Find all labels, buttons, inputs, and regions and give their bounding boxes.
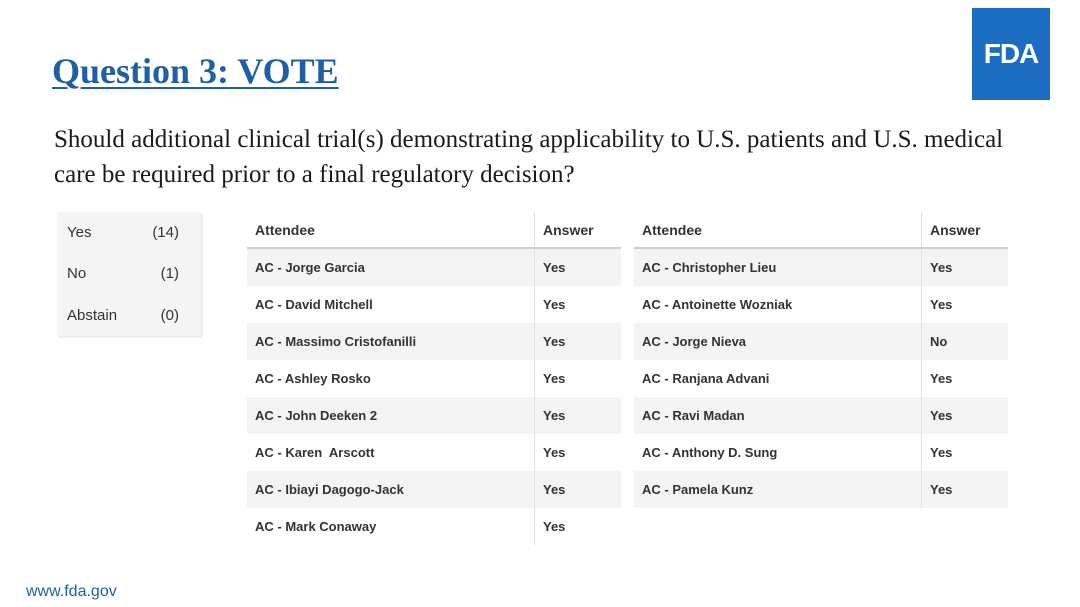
attendee-cell: AC - Massimo Cristofanilli bbox=[247, 323, 535, 360]
table-row bbox=[247, 323, 621, 360]
table-row bbox=[634, 286, 1008, 323]
answer-cell: Yes bbox=[922, 434, 1009, 471]
attendee-cell: AC - Anthony D. Sung bbox=[642, 445, 778, 460]
vote-table-right bbox=[634, 212, 1008, 508]
table-row bbox=[634, 434, 1008, 471]
summary-label: Abstain bbox=[67, 307, 118, 324]
summary-row-yes bbox=[67, 224, 179, 244]
vote-summary-panel bbox=[57, 212, 201, 336]
vote-table-left bbox=[247, 212, 621, 545]
answer-cell: Yes bbox=[535, 508, 622, 545]
table-row bbox=[247, 471, 621, 508]
attendee-cell: AC - Christopher Lieu bbox=[634, 248, 922, 286]
summary-label: Yes bbox=[67, 224, 92, 241]
summary-count: (1) bbox=[160, 265, 179, 282]
table-row bbox=[247, 434, 621, 471]
answer-cell: Yes bbox=[535, 397, 622, 434]
column-header-answer: Answer bbox=[535, 212, 622, 248]
table-row bbox=[634, 248, 1008, 286]
summary-count: (14) bbox=[152, 224, 179, 241]
answer-cell: Yes bbox=[922, 360, 1009, 397]
answer-cell: Yes bbox=[535, 286, 622, 323]
answer-cell: Yes bbox=[922, 248, 1009, 286]
attendee-cell: AC - David Mitchell bbox=[255, 297, 373, 312]
table-row bbox=[247, 286, 621, 323]
table-header-row bbox=[634, 212, 1008, 248]
fda-logo: FDA bbox=[972, 8, 1050, 100]
answer-cell: Yes bbox=[535, 471, 622, 508]
summary-row-no bbox=[67, 265, 179, 285]
attendee-cell: AC - Jorge Garcia bbox=[247, 248, 535, 286]
table-header-row bbox=[247, 212, 621, 248]
table-row bbox=[247, 508, 621, 545]
table-row bbox=[634, 471, 1008, 508]
answer-cell: Yes bbox=[922, 471, 1009, 508]
attendee-cell: AC - Jorge Nieva bbox=[634, 323, 922, 360]
table-row bbox=[247, 360, 621, 397]
answer-cell: Yes bbox=[535, 248, 622, 286]
slide-title: Question 3: VOTE bbox=[52, 51, 339, 91]
attendee-cell: AC - Ibiayi Dagogo-Jack bbox=[247, 471, 535, 508]
summary-label: No bbox=[67, 265, 87, 282]
question-text: Should additional clinical trial(s) demonstrating applicability to U.S. patients and U.S. medical care be required prior to a final regulatory decision? bbox=[54, 126, 1004, 188]
attendee-cell: AC - Ashley Rosko bbox=[255, 371, 371, 386]
summary-row-abstain bbox=[67, 307, 179, 327]
table-row bbox=[634, 397, 1008, 434]
answer-cell: Yes bbox=[535, 434, 622, 471]
table-row bbox=[247, 248, 621, 286]
attendee-cell: AC - John Deeken 2 bbox=[247, 397, 535, 434]
table-row bbox=[634, 360, 1008, 397]
attendee-cell: AC - Pamela Kunz bbox=[634, 471, 922, 508]
attendee-cell: AC - Mark Conaway bbox=[255, 519, 377, 534]
column-header-attendee: Attendee bbox=[247, 212, 535, 248]
attendee-cell: AC - Ranjana Advani bbox=[642, 371, 770, 386]
attendee-cell: AC - Antoinette Wozniak bbox=[642, 297, 793, 312]
column-header-answer: Answer bbox=[922, 212, 1009, 248]
footer-url-link[interactable]: www.fda.gov bbox=[26, 583, 117, 600]
column-header-attendee: Attendee bbox=[634, 212, 922, 248]
table-row bbox=[634, 323, 1008, 360]
summary-count: (0) bbox=[160, 307, 179, 324]
answer-cell: Yes bbox=[922, 286, 1009, 323]
answer-cell: Yes bbox=[535, 323, 622, 360]
answer-cell: No bbox=[922, 323, 1009, 360]
answer-cell: Yes bbox=[535, 360, 622, 397]
answer-cell: Yes bbox=[922, 397, 1009, 434]
attendee-cell: AC - Ravi Madan bbox=[634, 397, 922, 434]
table-row bbox=[247, 397, 621, 434]
attendee-cell: AC - Karen Arscott bbox=[255, 445, 375, 460]
